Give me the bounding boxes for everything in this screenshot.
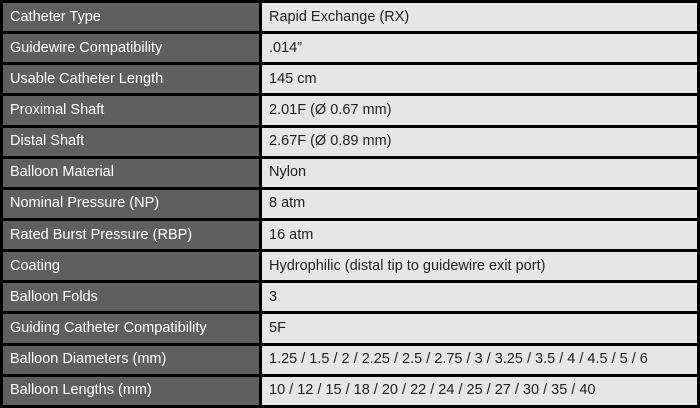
spec-value: 145 cm — [262, 65, 697, 93]
spec-row-balloon-lengths — [3, 377, 697, 405]
spec-row-guiding-catheter-compatibility — [3, 314, 697, 342]
spec-row-nominal-pressure — [3, 190, 697, 218]
spec-value: 16 atm — [262, 221, 697, 249]
spec-label: Balloon Diameters (mm) — [3, 346, 259, 374]
spec-label: Proximal Shaft — [3, 96, 259, 124]
spec-label: Balloon Folds — [3, 283, 259, 311]
spec-label: Rated Burst Pressure (RBP) — [3, 221, 259, 249]
spec-value: Nylon — [262, 159, 697, 187]
spec-value: Rapid Exchange (RX) — [262, 3, 697, 31]
spec-row-balloon-material — [3, 159, 697, 187]
spec-label: Catheter Type — [3, 3, 259, 31]
spec-value: 2.01F (Ø 0.67 mm) — [262, 96, 697, 124]
spec-row-coating — [3, 252, 697, 280]
spec-label: Nominal Pressure (NP) — [3, 190, 259, 218]
spec-row-balloon-diameters — [3, 346, 697, 374]
spec-label: Balloon Lengths (mm) — [3, 377, 259, 405]
spec-value: 10 / 12 / 15 / 18 / 20 / 22 / 24 / 25 / 27 / 30 / 35 / 40 — [262, 377, 697, 405]
spec-row-proximal-shaft — [3, 96, 697, 124]
spec-value: 1.25 / 1.5 / 2 / 2.25 / 2.5 / 2.75 / 3 / 3.25 / 3.5 / 4 / 4.5 / 5 / 6 — [262, 346, 697, 374]
spec-value: Hydrophilic (distal tip to guidewire exit port) — [262, 252, 697, 280]
spec-row-balloon-folds — [3, 283, 697, 311]
spec-label: Usable Catheter Length — [3, 65, 259, 93]
spec-label: Guidewire Compatibility — [3, 34, 259, 62]
spec-label: Distal Shaft — [3, 128, 259, 156]
spec-row-catheter-type — [3, 3, 697, 31]
spec-row-rated-burst-pressure — [3, 221, 697, 249]
spec-value: 3 — [262, 283, 697, 311]
spec-value: 5F — [262, 314, 697, 342]
spec-row-distal-shaft — [3, 128, 697, 156]
spec-label: Coating — [3, 252, 259, 280]
spec-value: 8 atm — [262, 190, 697, 218]
spec-label: Balloon Material — [3, 159, 259, 187]
spec-label: Guiding Catheter Compatibility — [3, 314, 259, 342]
spec-row-guidewire-compatibility — [3, 34, 697, 62]
spec-value: 2.67F (Ø 0.89 mm) — [262, 128, 697, 156]
spec-row-usable-catheter-length — [3, 65, 697, 93]
spec-table-body — [3, 3, 697, 405]
spec-value: .014” — [262, 34, 697, 62]
